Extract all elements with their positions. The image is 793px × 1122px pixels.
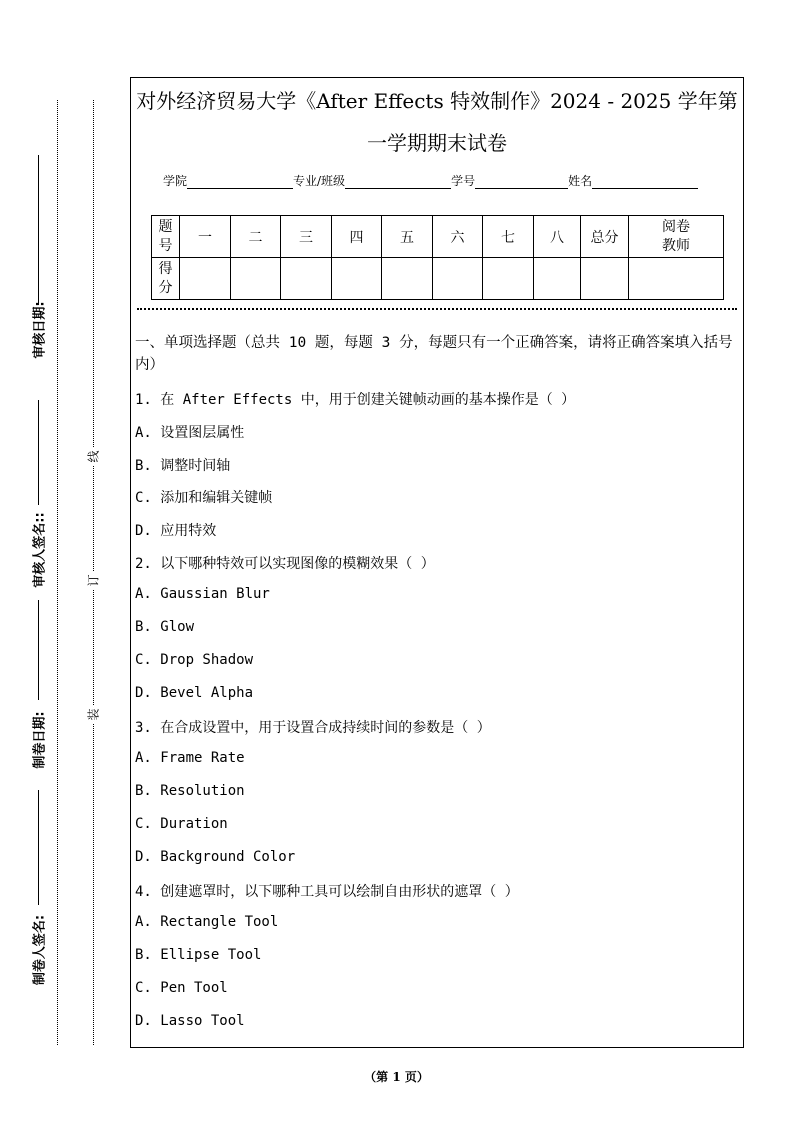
dotted-separator <box>137 308 737 310</box>
question-option: A. Gaussian Blur <box>135 586 270 602</box>
question-option: A. Frame Rate <box>135 750 245 766</box>
score-col-header: 三 <box>281 216 332 258</box>
score-col-header: 七 <box>483 216 534 258</box>
score-col-header: 五 <box>382 216 433 258</box>
score-table-header-row <box>152 216 724 258</box>
question-option: B. Glow <box>135 619 195 635</box>
question-option: C. Drop Shadow <box>135 652 254 668</box>
field-blank-major[interactable] <box>345 174 451 189</box>
question-option: B. 调整时间轴 <box>135 458 231 474</box>
score-cell[interactable] <box>534 258 581 300</box>
field-label-name: 姓名 <box>568 174 593 188</box>
question-option: D. Bevel Alpha <box>135 685 254 701</box>
score-cell-total[interactable] <box>581 258 629 300</box>
margin-label: 制卷日期: <box>32 711 48 769</box>
margin-maker-signature <box>18 790 58 990</box>
field-label-college: 学院 <box>163 174 188 188</box>
margin-make-date <box>18 600 58 775</box>
student-info-row <box>163 172 698 189</box>
field-blank-id[interactable] <box>475 174 568 189</box>
score-col-header: 二 <box>231 216 281 258</box>
score-cell-grader[interactable] <box>629 258 724 300</box>
page-number: （第 1 页） <box>364 1070 429 1084</box>
field-label-major: 专业/班级 <box>293 174 346 188</box>
score-cell[interactable] <box>281 258 332 300</box>
binding-mark-line: 线 <box>85 448 102 466</box>
question-option: B. Ellipse Tool <box>135 947 262 963</box>
margin-label: 审核日期: <box>32 301 48 359</box>
field-blank-name[interactable] <box>592 174 698 189</box>
section-heading: 一、单项选择题（总共 10 题，每题 3 分，每题只有一个正确答案，请将正确答案填入括号内） <box>135 335 733 373</box>
question-option: C. Duration <box>135 816 228 832</box>
binding-mark-install: 装 <box>85 706 102 724</box>
field-label-id: 学号 <box>451 174 476 188</box>
question-option: A. Rectangle Tool <box>135 914 279 930</box>
question-stem: 4. 创建遮罩时，以下哪种工具可以绘制自由形状的遮罩（ ） <box>135 884 519 900</box>
score-table <box>151 215 724 300</box>
question-option: B. Resolution <box>135 783 245 799</box>
score-cell[interactable] <box>180 258 231 300</box>
exam-title-line1: 对外经济贸易大学《After Effects 特效制作》2024 - 2025 学年第 <box>136 89 738 113</box>
score-cell[interactable] <box>382 258 433 300</box>
score-col-header-total: 总分 <box>581 216 629 258</box>
signature-line <box>38 155 39 305</box>
question-option: D. Background Color <box>135 849 296 865</box>
score-cell[interactable] <box>483 258 534 300</box>
score-table-row-label: 题 号 <box>152 216 180 258</box>
question-option: D. 应用特效 <box>135 523 217 539</box>
question-stem: 1. 在 After Effects 中，用于创建关键帧动画的基本操作是（ ） <box>135 392 576 408</box>
question-stem: 2. 以下哪种特效可以实现图像的模糊效果（ ） <box>135 556 435 572</box>
score-col-header: 一 <box>180 216 231 258</box>
score-cell[interactable] <box>433 258 483 300</box>
score-col-header-grader: 阅卷 教师 <box>629 216 724 258</box>
question-option: D. Lasso Tool <box>135 1013 245 1029</box>
question-option: C. Pen Tool <box>135 980 228 996</box>
signature-line <box>38 600 39 700</box>
margin-review-date <box>18 155 58 365</box>
signature-line <box>38 400 39 505</box>
score-table-score-row <box>152 258 724 300</box>
signature-line <box>38 790 39 905</box>
margin-label: 制卷人签名: <box>32 914 48 986</box>
score-table-row-label: 得 分 <box>152 258 180 300</box>
score-cell[interactable] <box>332 258 382 300</box>
score-col-header: 四 <box>332 216 382 258</box>
score-col-header: 八 <box>534 216 581 258</box>
question-option: C. 添加和编辑关键帧 <box>135 490 273 506</box>
score-cell[interactable] <box>231 258 281 300</box>
margin-label: 审核人签名:: <box>32 512 48 588</box>
binding-mark-bind: 订 <box>85 572 102 590</box>
question-option: A. 设置图层属性 <box>135 425 245 441</box>
field-blank-college[interactable] <box>187 174 293 189</box>
exam-title-line2: 一学期期末试卷 <box>367 131 507 155</box>
margin-reviewer-signature <box>18 400 58 600</box>
score-col-header: 六 <box>433 216 483 258</box>
question-stem: 3. 在合成设置中，用于设置合成持续时间的参数是（ ） <box>135 720 491 736</box>
